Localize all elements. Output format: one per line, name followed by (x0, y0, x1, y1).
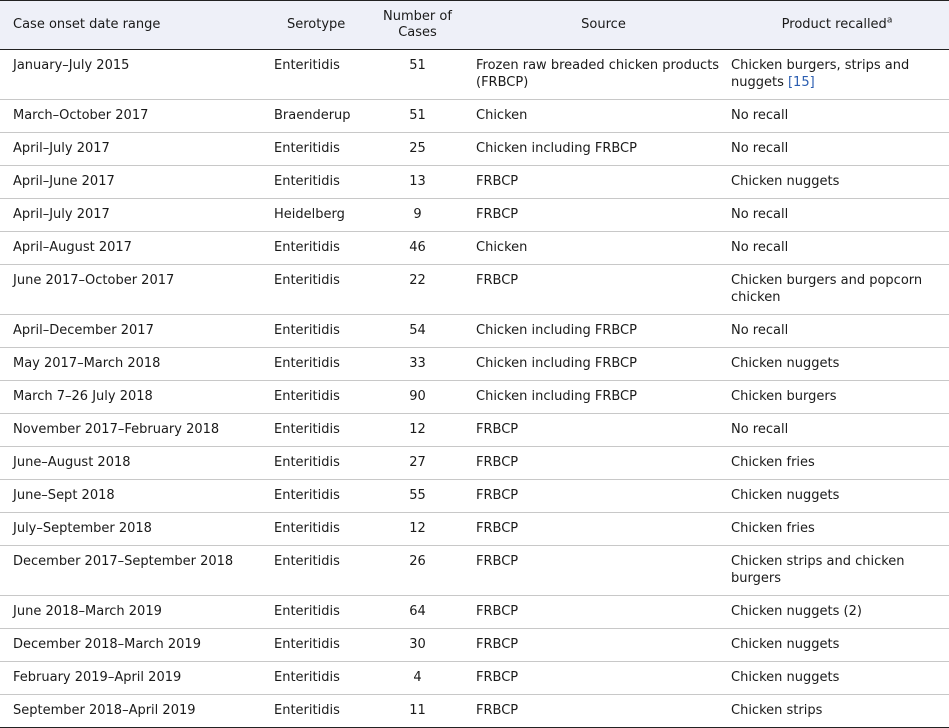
cell-product-text: Chicken burgers (731, 389, 837, 404)
cell-serotype-text: Enteritidis (274, 488, 340, 503)
cell-product-text: No recall (731, 422, 789, 437)
cell-source (476, 381, 731, 414)
cell-date-range (0, 232, 274, 265)
cell-serotype (274, 695, 359, 728)
cell-product (731, 629, 949, 662)
cell-date-range-text: July–September 2018 (13, 521, 152, 536)
cell-source (476, 629, 731, 662)
cell-source-text: FRBCP (476, 670, 519, 685)
cell-cases-text: 22 (409, 273, 426, 288)
cell-source-text: FRBCP (476, 174, 519, 189)
cell-cases-text: 4 (413, 670, 422, 685)
cell-source-text: FRBCP (476, 703, 519, 718)
cell-cases-text: 11 (409, 703, 426, 718)
cell-cases-text: 46 (409, 240, 426, 255)
cell-product (731, 199, 949, 232)
cell-date-range (0, 546, 274, 596)
cell-serotype (274, 513, 359, 546)
cell-date-range-text: June–Sept 2018 (13, 488, 115, 503)
cell-product-text: No recall (731, 108, 789, 123)
table-row (0, 381, 949, 414)
cell-serotype-text: Enteritidis (274, 389, 340, 404)
cell-product (731, 265, 949, 315)
cell-source-text: Chicken including FRBCP (476, 389, 637, 404)
cell-cases-text: 30 (409, 637, 426, 652)
cell-serotype-text: Enteritidis (274, 703, 340, 718)
cell-serotype (274, 629, 359, 662)
header-serotype: Serotype (274, 1, 359, 50)
cell-date-range-text: April–December 2017 (13, 323, 154, 338)
cell-product-text: Chicken nuggets (731, 356, 840, 371)
cell-date-range-text: September 2018–April 2019 (13, 703, 196, 718)
cell-serotype (274, 100, 359, 133)
cell-source-text: Chicken (476, 108, 528, 123)
cell-source-text: FRBCP (476, 273, 519, 288)
header-cases-line2: Cases (398, 25, 437, 40)
cell-cases-text: 55 (409, 488, 426, 503)
cell-serotype-text: Braenderup (274, 108, 351, 123)
cell-serotype-text: Enteritidis (274, 554, 340, 569)
cell-source-text: Chicken including FRBCP (476, 141, 637, 156)
cell-cases (359, 381, 476, 414)
cell-date-range-text: January–July 2015 (13, 58, 130, 73)
table-row (0, 447, 949, 480)
cell-cases-text: 25 (409, 141, 426, 156)
cell-cases-text: 64 (409, 604, 426, 619)
cell-date-range (0, 513, 274, 546)
cell-source-text: Chicken including FRBCP (476, 323, 637, 338)
header-source: Source (476, 1, 731, 50)
cell-serotype-text: Enteritidis (274, 273, 340, 288)
cell-serotype (274, 265, 359, 315)
cell-source-text: FRBCP (476, 604, 519, 619)
cell-product (731, 513, 949, 546)
cell-date-range-text: June–August 2018 (13, 455, 131, 470)
cell-serotype-text: Enteritidis (274, 422, 340, 437)
cell-date-range-text: March–October 2017 (13, 108, 149, 123)
cell-cases-text: 27 (409, 455, 426, 470)
cell-date-range-text: April–July 2017 (13, 207, 110, 222)
cell-product (731, 100, 949, 133)
cell-serotype-text: Enteritidis (274, 58, 340, 73)
footnote-marker: a (886, 15, 893, 26)
cell-source (476, 695, 731, 728)
cell-date-range-text: May 2017–March 2018 (13, 356, 161, 371)
cell-serotype (274, 232, 359, 265)
cell-date-range (0, 480, 274, 513)
cell-cases (359, 447, 476, 480)
cell-product-text: Chicken nuggets (731, 174, 840, 189)
cell-source (476, 662, 731, 695)
cell-date-range (0, 315, 274, 348)
cell-source-text: FRBCP (476, 207, 519, 222)
cell-source (476, 348, 731, 381)
cell-cases (359, 480, 476, 513)
cell-date-range (0, 596, 274, 629)
cell-serotype (274, 414, 359, 447)
table-body (0, 50, 949, 728)
cell-serotype-text: Enteritidis (274, 521, 340, 536)
table-row (0, 546, 949, 596)
cell-serotype-text: Enteritidis (274, 174, 340, 189)
table-row (0, 50, 949, 100)
cell-product-text: Chicken burgers, strips and nuggets (731, 58, 910, 90)
cell-serotype (274, 546, 359, 596)
cell-cases (359, 513, 476, 546)
cell-cases (359, 695, 476, 728)
cell-product (731, 232, 949, 265)
cell-source-text: FRBCP (476, 422, 519, 437)
cell-source (476, 546, 731, 596)
cell-source-text: FRBCP (476, 521, 519, 536)
cell-product-text: Chicken fries (731, 521, 815, 536)
cell-serotype (274, 596, 359, 629)
cell-cases-text: 13 (409, 174, 426, 189)
table-row (0, 199, 949, 232)
cell-product (731, 348, 949, 381)
table-row (0, 596, 949, 629)
cell-product (731, 381, 949, 414)
cell-product (731, 695, 949, 728)
cell-source (476, 480, 731, 513)
cell-source (476, 133, 731, 166)
cell-serotype-text: Enteritidis (274, 604, 340, 619)
cell-date-range (0, 265, 274, 315)
cell-cases-text: 12 (409, 422, 426, 437)
cell-serotype (274, 199, 359, 232)
cell-date-range (0, 381, 274, 414)
cell-serotype (274, 662, 359, 695)
cell-serotype-text: Enteritidis (274, 323, 340, 338)
header-date-range: Case onset date range (0, 1, 274, 50)
cell-date-range-text: April–July 2017 (13, 141, 110, 156)
cell-product-text: No recall (731, 141, 789, 156)
cell-serotype-text: Enteritidis (274, 356, 340, 371)
cell-product (731, 315, 949, 348)
cell-product-text: Chicken fries (731, 455, 815, 470)
table-row (0, 480, 949, 513)
cell-product (731, 133, 949, 166)
cell-source-text: FRBCP (476, 554, 519, 569)
cell-product-text: Chicken nuggets (2) (731, 604, 862, 619)
cell-product-text: No recall (731, 240, 789, 255)
cell-product (731, 50, 949, 100)
cell-serotype (274, 50, 359, 100)
table-row (0, 348, 949, 381)
cell-source-text: Chicken including FRBCP (476, 356, 637, 371)
cell-source (476, 265, 731, 315)
cell-source (476, 166, 731, 199)
table-row (0, 513, 949, 546)
cell-cases (359, 414, 476, 447)
cell-date-range (0, 629, 274, 662)
cell-product (731, 480, 949, 513)
cell-cases (359, 199, 476, 232)
header-product-label: Product recalled (781, 17, 887, 32)
cell-date-range (0, 166, 274, 199)
cell-cases (359, 265, 476, 315)
cell-product-text: Chicken nuggets (731, 488, 840, 503)
cell-product-text: Chicken nuggets (731, 637, 840, 652)
cell-date-range (0, 447, 274, 480)
cell-cases (359, 596, 476, 629)
cell-serotype-text: Enteritidis (274, 670, 340, 685)
table-row (0, 232, 949, 265)
cell-serotype-text: Heidelberg (274, 207, 345, 222)
cell-date-range (0, 414, 274, 447)
cell-serotype (274, 480, 359, 513)
table-row (0, 695, 949, 728)
cell-cases (359, 629, 476, 662)
cell-serotype-text: Enteritidis (274, 637, 340, 652)
header-cases-line1: Number of (383, 9, 452, 24)
cell-source (476, 315, 731, 348)
cell-date-range-text: November 2017–February 2018 (13, 422, 220, 437)
cell-product-text: Chicken strips and chicken burgers (731, 554, 905, 586)
cell-cases (359, 348, 476, 381)
table-row (0, 133, 949, 166)
cell-source (476, 447, 731, 480)
cell-source (476, 100, 731, 133)
cell-product-text: Chicken strips (731, 703, 823, 718)
cell-cases (359, 166, 476, 199)
cell-date-range (0, 100, 274, 133)
cell-source (476, 50, 731, 100)
cell-source (476, 414, 731, 447)
cell-source (476, 513, 731, 546)
reference-link[interactable]: [15] (787, 75, 815, 90)
cell-serotype (274, 166, 359, 199)
cell-date-range-text: June 2017–October 2017 (13, 273, 175, 288)
cell-cases-text: 12 (409, 521, 426, 536)
table-row (0, 662, 949, 695)
cell-date-range (0, 133, 274, 166)
cell-cases (359, 100, 476, 133)
cell-date-range (0, 199, 274, 232)
table-header-row (0, 1, 949, 50)
table-row (0, 414, 949, 447)
cell-product (731, 596, 949, 629)
cell-serotype (274, 315, 359, 348)
cell-cases-text: 51 (409, 108, 426, 123)
cell-serotype (274, 447, 359, 480)
cell-source-text: FRBCP (476, 455, 519, 470)
cell-cases-text: 9 (413, 207, 422, 222)
cell-serotype-text: Enteritidis (274, 455, 340, 470)
cell-cases-text: 54 (409, 323, 426, 338)
cell-product-text: No recall (731, 207, 789, 222)
cell-product (731, 546, 949, 596)
cell-date-range (0, 662, 274, 695)
cell-cases (359, 546, 476, 596)
cell-cases (359, 315, 476, 348)
cell-cases-text: 51 (409, 58, 426, 73)
cell-date-range (0, 50, 274, 100)
cell-cases (359, 50, 476, 100)
cell-product (731, 166, 949, 199)
cell-date-range (0, 695, 274, 728)
cell-serotype (274, 381, 359, 414)
cell-date-range-text: April–June 2017 (13, 174, 115, 189)
cell-product-text: No recall (731, 323, 789, 338)
cell-source-text: Chicken (476, 240, 528, 255)
header-product (731, 1, 949, 50)
cell-serotype-text: Enteritidis (274, 141, 340, 156)
cell-serotype-text: Enteritidis (274, 240, 340, 255)
cell-product-text: Chicken nuggets (731, 670, 840, 685)
cell-date-range-text: March 7–26 July 2018 (13, 389, 153, 404)
cell-cases (359, 232, 476, 265)
cell-serotype (274, 348, 359, 381)
cell-product (731, 414, 949, 447)
table-row (0, 100, 949, 133)
cell-source-text: FRBCP (476, 637, 519, 652)
table-row (0, 315, 949, 348)
cell-product (731, 662, 949, 695)
cell-date-range-text: December 2017–September 2018 (13, 554, 234, 569)
cell-date-range-text: December 2018–March 2019 (13, 637, 201, 652)
cell-cases-text: 26 (409, 554, 426, 569)
cell-source-text: FRBCP (476, 488, 519, 503)
cell-source-text: Frozen raw breaded chicken products (FRBCP) (476, 58, 720, 90)
cell-source (476, 596, 731, 629)
cell-source (476, 199, 731, 232)
cell-date-range-text: April–August 2017 (13, 240, 132, 255)
cell-product (731, 447, 949, 480)
cell-date-range-text: February 2019–April 2019 (13, 670, 182, 685)
cell-serotype (274, 133, 359, 166)
cell-cases-text: 90 (409, 389, 426, 404)
cell-source (476, 232, 731, 265)
table-row (0, 265, 949, 315)
cell-cases (359, 133, 476, 166)
cell-date-range (0, 348, 274, 381)
table-row (0, 166, 949, 199)
cell-date-range-text: June 2018–March 2019 (13, 604, 162, 619)
header-cases (359, 1, 476, 50)
cell-product-text: Chicken burgers and popcorn chicken (731, 273, 923, 305)
table-row (0, 629, 949, 662)
cell-cases (359, 662, 476, 695)
cell-cases-text: 33 (409, 356, 426, 371)
